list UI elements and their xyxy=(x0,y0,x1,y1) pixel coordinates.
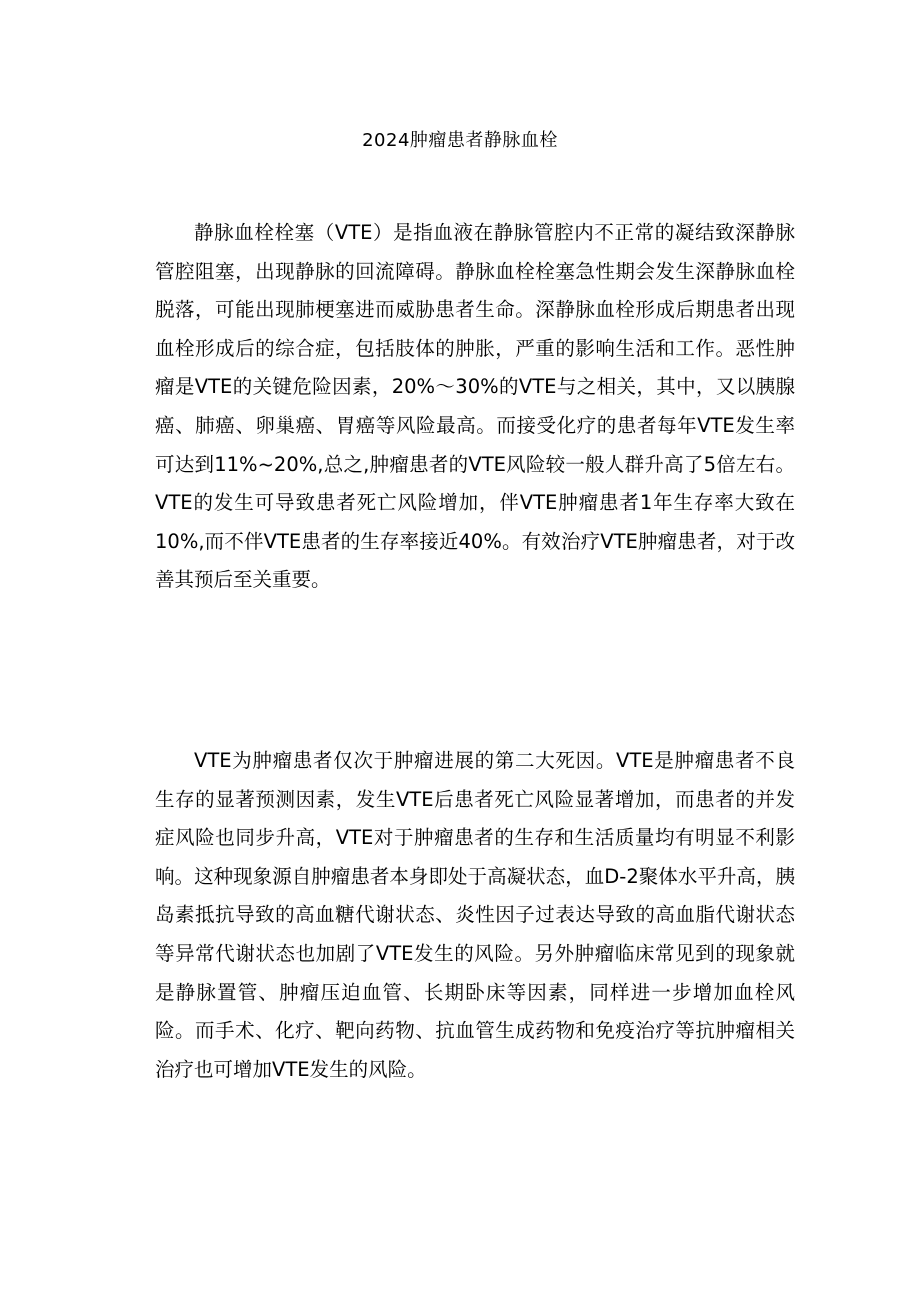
paragraph-vte-risk-factors: VTE为肿瘤患者仅次于肿瘤进展的第二大死因。VTE是肿瘤患者不良生存的显著预测因素，发生VTE后患者死亡风险显著增加，而患者的并发症风险也同步升高，VTE对于肿瘤患者的生存和生活质量均有明显不利影响。这种现象源自肿瘤患者本身即处于高凝状态，血D-2聚体水平升高，胰岛素抵抗导致的高血糖代谢状态、炎性因子过表达导致的高血脂代谢状态等异常代谢状态也加剧了VTE发生的风险。另外肿瘤临床常见到的现象就是静脉置管、肿瘤压迫血管、长期卧床等因素，同样进一步增加血栓风险。而手术、化疗、靶向药物、抗血管生成药物和免疫治疗等抗肿瘤相关治疗也可增加VTE发生的风险。 xyxy=(155,749,795,1081)
document-title: 2024肿瘤患者静脉血栓 xyxy=(362,130,558,151)
paragraph-vte-definition: 静脉血栓栓塞（VTE）是指血液在静脉管腔内不正常的凝结致深静脉管腔阻塞，出现静脉的回流障碍。静脉血栓栓塞急性期会发生深静脉血栓脱落，可能出现肺梗塞进而威胁患者生命。深静脉血栓形成后期患者出现血栓形成后的综合症，包括肢体的肿胀，严重的影响生活和工作。恶性肿瘤是VTE的关键危险因素，20%～30%的VTE与之相关，其中，又以胰腺癌、肺癌、卵巢癌、胃癌等风险最高。而接受化疗的患者每年VTE发生率可达到11%~20%,总之,肿瘤患者的VTE风险较一般人群升高了5倍左右。VTE的发生可导致患者死亡风险增加，伴VTE肿瘤患者1年生存率大致在10%,而不伴VTE患者的生存率接近40%。有效治疗VTE肿瘤患者，对于改善其预后至关重要。 xyxy=(155,221,795,592)
